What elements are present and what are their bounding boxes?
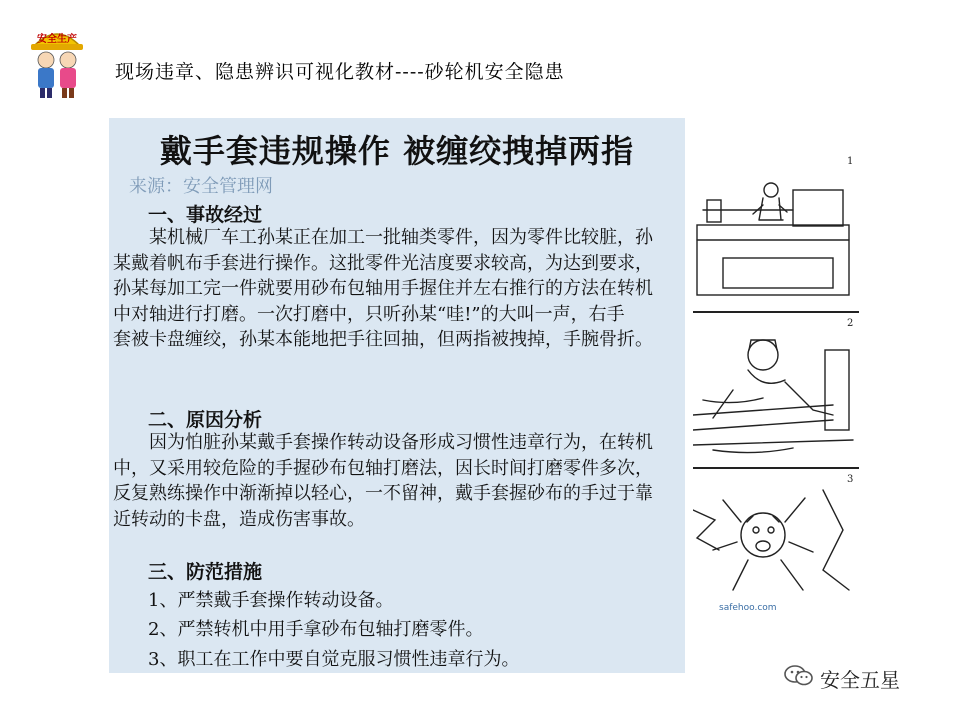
section-heading-cause: 二、原因分析	[148, 409, 263, 431]
paragraph-line: 某机械厂车工孙某正在加工一批轴类零件，因为零件比较脏，孙	[113, 227, 653, 248]
panel-number: 2	[847, 318, 854, 329]
prevention-item: 2、严禁转机中用手拿砂布包轴打磨零件。	[148, 619, 484, 640]
paragraph-line: 中对轴进行打磨。一次打磨中，只听孙某“哇!”的大叫一声，右手	[113, 303, 625, 325]
footer-brand	[784, 664, 900, 692]
section-heading-prevention: 三、防范措施	[148, 561, 263, 583]
article-panel	[109, 118, 685, 673]
section-heading-accident: 一、事故经过	[148, 204, 263, 226]
paragraph-line: 反复熟练操作中渐渐掉以轻心，一不留神，戴手套握砂布的手过于靠	[113, 483, 653, 504]
article-source: 来源：安全管理网	[129, 176, 273, 197]
logo-text: 安全生产	[37, 34, 77, 45]
section-body-accident	[113, 225, 685, 353]
page-title: 现场违章、隐患辨识可视化教材----砂轮机安全隐患	[115, 61, 565, 83]
wechat-icon	[784, 664, 814, 692]
section-body-cause	[113, 430, 685, 532]
article-title: 戴手套违规操作 被缠绞拽掉两指	[159, 132, 635, 170]
prevention-item: 1、严禁戴手套操作转动设备。	[148, 590, 394, 611]
paragraph-line: 套被卡盘缠绞，孙某本能地把手往回抽，但两指被拽掉，手腕骨折。	[113, 329, 653, 350]
watermark: safehoo.com	[719, 603, 777, 613]
logo	[26, 20, 88, 102]
paragraph-line: 近转动的卡盘，造成伤害事故。	[113, 508, 365, 530]
paragraph-line: 因为怕脏孙某戴手套操作转动设备形成习惯性违章行为，在转机	[113, 432, 653, 453]
panel-number: 3	[847, 474, 854, 485]
paragraph-line: 中，又采用较危险的手握砂布包轴打磨法，因长时间打磨零件多次，	[113, 457, 653, 479]
paragraph-line: 某戴着帆布手套进行操作。这批零件光洁度要求较高，为达到要求，	[113, 252, 653, 274]
prevention-item: 3、职工在工作中要自觉克服习惯性违章行为。	[148, 649, 520, 670]
panel-number: 1	[847, 156, 854, 167]
paragraph-line: 孙某每加工完一件就要用砂布包轴用手握住并左右推行的方法在转机	[113, 278, 653, 299]
footer-label: 安全五星	[820, 667, 900, 692]
comic-illustration	[693, 150, 859, 630]
